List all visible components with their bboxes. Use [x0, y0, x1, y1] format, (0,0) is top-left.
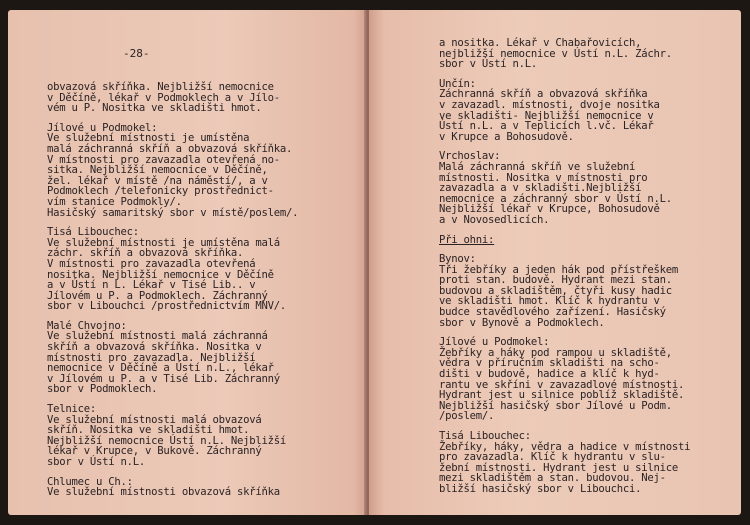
text-line: ve skladišti hmot. Klíč k hydrantu v: [439, 295, 660, 308]
text-line: Tři žebříky a jeden hák pod přístřeškem: [439, 263, 678, 276]
left-page-text: [47, 82, 298, 498]
text-line: v zavazadl. místnosti, dvoje nositka: [439, 98, 660, 111]
text-line: Vrchoslav:: [439, 150, 501, 163]
text-line: Ve služební místnosti je umístěna: [47, 132, 250, 145]
text-line: v Děčíně, lékař v Podmoklech a v Jílo-: [47, 91, 280, 104]
text-line: místnosti. Nositka v místnosti pro: [439, 171, 648, 184]
text-line: dišti v budově, hadice a klíč k hyd-: [439, 368, 660, 381]
text-line: pro zavazadla. Klíč k hydrantu v slu-: [439, 451, 666, 464]
text-line: Nejbližší nemocnice Ústí n.L. Nejbližší: [47, 434, 286, 447]
text-line: malá záchranná skříň a obvazová skříňka.: [47, 142, 293, 155]
text-line: Ve služební místnosti malá obvazová: [47, 413, 262, 426]
text-line: Chlumec u Ch.:: [47, 475, 133, 488]
text-line: skříň. Nositka ve skladišti hmot.: [47, 424, 250, 437]
text-line: vím stanice Podmokly/.: [47, 195, 182, 208]
text-line: v Krupce a Bohosudově.: [439, 130, 574, 143]
page-number: -28-: [123, 47, 150, 60]
text-line: /poslem/.: [439, 410, 495, 423]
text-line: sbor v Ústí n.L.: [439, 58, 538, 71]
text-line: nemocnice v Děčíně a Ústí n.L., lékař: [47, 362, 274, 375]
text-line: Nejbližší lékař v Krupce, Bohosudově: [439, 203, 660, 216]
text-line: Malá záchranná skříň ve služební: [439, 160, 636, 173]
text-line: Hasičský samaritský sbor v místě/poslem/.: [47, 206, 299, 219]
text-line: žel. lékař v místě /na náměstí/, a v: [47, 174, 268, 187]
text-line: Bynov:: [439, 253, 476, 266]
text-line: Ve služební místnosti je umístěna malá: [47, 236, 280, 249]
text-line: lékař v Krupce, v Bukově. Záchranný: [47, 445, 262, 458]
text-line: vědra v příručním skladišti na scho-: [439, 357, 660, 370]
text-line: Ve služební místnosti malá záchranná: [47, 330, 268, 343]
text-line: Při ohni:: [439, 233, 495, 246]
text-line: sbor v Libouchci /prostřednictvím MNV/.: [47, 300, 286, 313]
text-line: Malé Chvojno:: [47, 319, 127, 332]
text-line: sbor v Podmoklech.: [47, 383, 158, 396]
left-page: [8, 10, 368, 515]
text-line: ve skladišti- Nejbližší nemocnice v: [439, 109, 654, 122]
text-line: sitka. Nejbližší nemocnice v Děčíně,: [47, 164, 268, 177]
text-line: a nositka. Lékař v Chabařovicích,: [439, 37, 642, 49]
text-line: obvazová skříňka. Nejbližší nemocnice: [47, 81, 274, 93]
text-line: Žebříky, háky, vědra a hadice v místnosti: [439, 440, 691, 453]
text-line: V místnosti pro zavazadla otevřená no-: [47, 153, 280, 166]
text-line: Tisá Libouchec:: [47, 226, 139, 239]
text-line: a v Novosedlicích.: [439, 213, 550, 226]
text-line: nejbližší nemocnice v Ústí n.L. Záchr.: [439, 47, 672, 60]
text-line: mezi skladištěm a stan. budovou. Nej-: [439, 472, 666, 485]
text-line: Jílové u Podmokel:: [439, 336, 550, 349]
text-line: sbor v Bynově a Podmoklech.: [439, 316, 605, 329]
text-line: místnosti pro zavazadla. Nejbližší: [47, 351, 256, 364]
text-line: budce stavědlového zařízení. Hasičský: [439, 306, 666, 319]
text-line: Telnice:: [47, 403, 97, 416]
text-line: v Jílovém u P. a v Tisé Lib. Záchranný: [47, 372, 280, 385]
text-line: sbor v Ústí n.L.: [47, 456, 146, 468]
text-line: budovou a skladištěm, čtyři kusy hadic: [439, 284, 672, 297]
paragraph-gap: [439, 70, 690, 79]
text-line: Ve služební místnosti obvazová skříňka: [47, 486, 280, 499]
text-line: proti stan. budově. Hydrant mezi stan.: [439, 274, 672, 287]
paragraph-gap: [439, 245, 690, 254]
text-line: Záchranná skříň a obvazová skříňka: [439, 88, 648, 101]
text-line: vém u P. Nositka ve skladišti hmot.: [47, 102, 262, 115]
text-line: V místnosti pro zavazadla otevřená: [47, 257, 256, 270]
text-line: bližší hasičský sbor v Libouchci.: [439, 482, 642, 495]
text-line: rantu ve skříni v zavazadlové místnosti.: [439, 378, 685, 391]
text-line: Unčín:: [439, 77, 476, 90]
text-line: Ústí n.L. a v Teplicích l.vč. Lékař: [439, 120, 654, 133]
text-line: nemocnice a záchranný sbor v Ústí n.L.: [439, 192, 672, 205]
text-line: Nejbližší hasičský sbor Jílové u Podm.: [439, 399, 672, 412]
text-line: zavazadla a v skladišti.Nejbližší: [439, 182, 642, 195]
text-line: Tisá Libouchec:: [439, 430, 531, 442]
text-line: záchr. skříň a obvazová skříňka.: [47, 247, 244, 260]
text-line: nositka. Nejbližší nemocnice v Děčíně: [47, 268, 274, 281]
text-line: Jílové u Podmokel:: [47, 121, 158, 134]
text-line: a v Ústí n L. Lékař v Tisé Lib.. v: [47, 279, 256, 292]
text-line: Žebříky a háky pod rampou u skladiště,: [439, 346, 672, 359]
text-line: Podmoklech /telefonicky prostřednict-: [47, 185, 274, 198]
right-page-text: [439, 38, 690, 495]
text-line: Hydrant jest u silnice poblíž skladiště.: [439, 389, 685, 402]
text-line: skříň a obvazová skříňka. Nositka v: [47, 341, 262, 354]
text-line: žební místnosti. Hydrant jest u silnice: [439, 461, 678, 474]
text-line: Jílovém u P. a Podmoklech. Záchranný: [47, 289, 268, 302]
right-page: [369, 10, 741, 515]
